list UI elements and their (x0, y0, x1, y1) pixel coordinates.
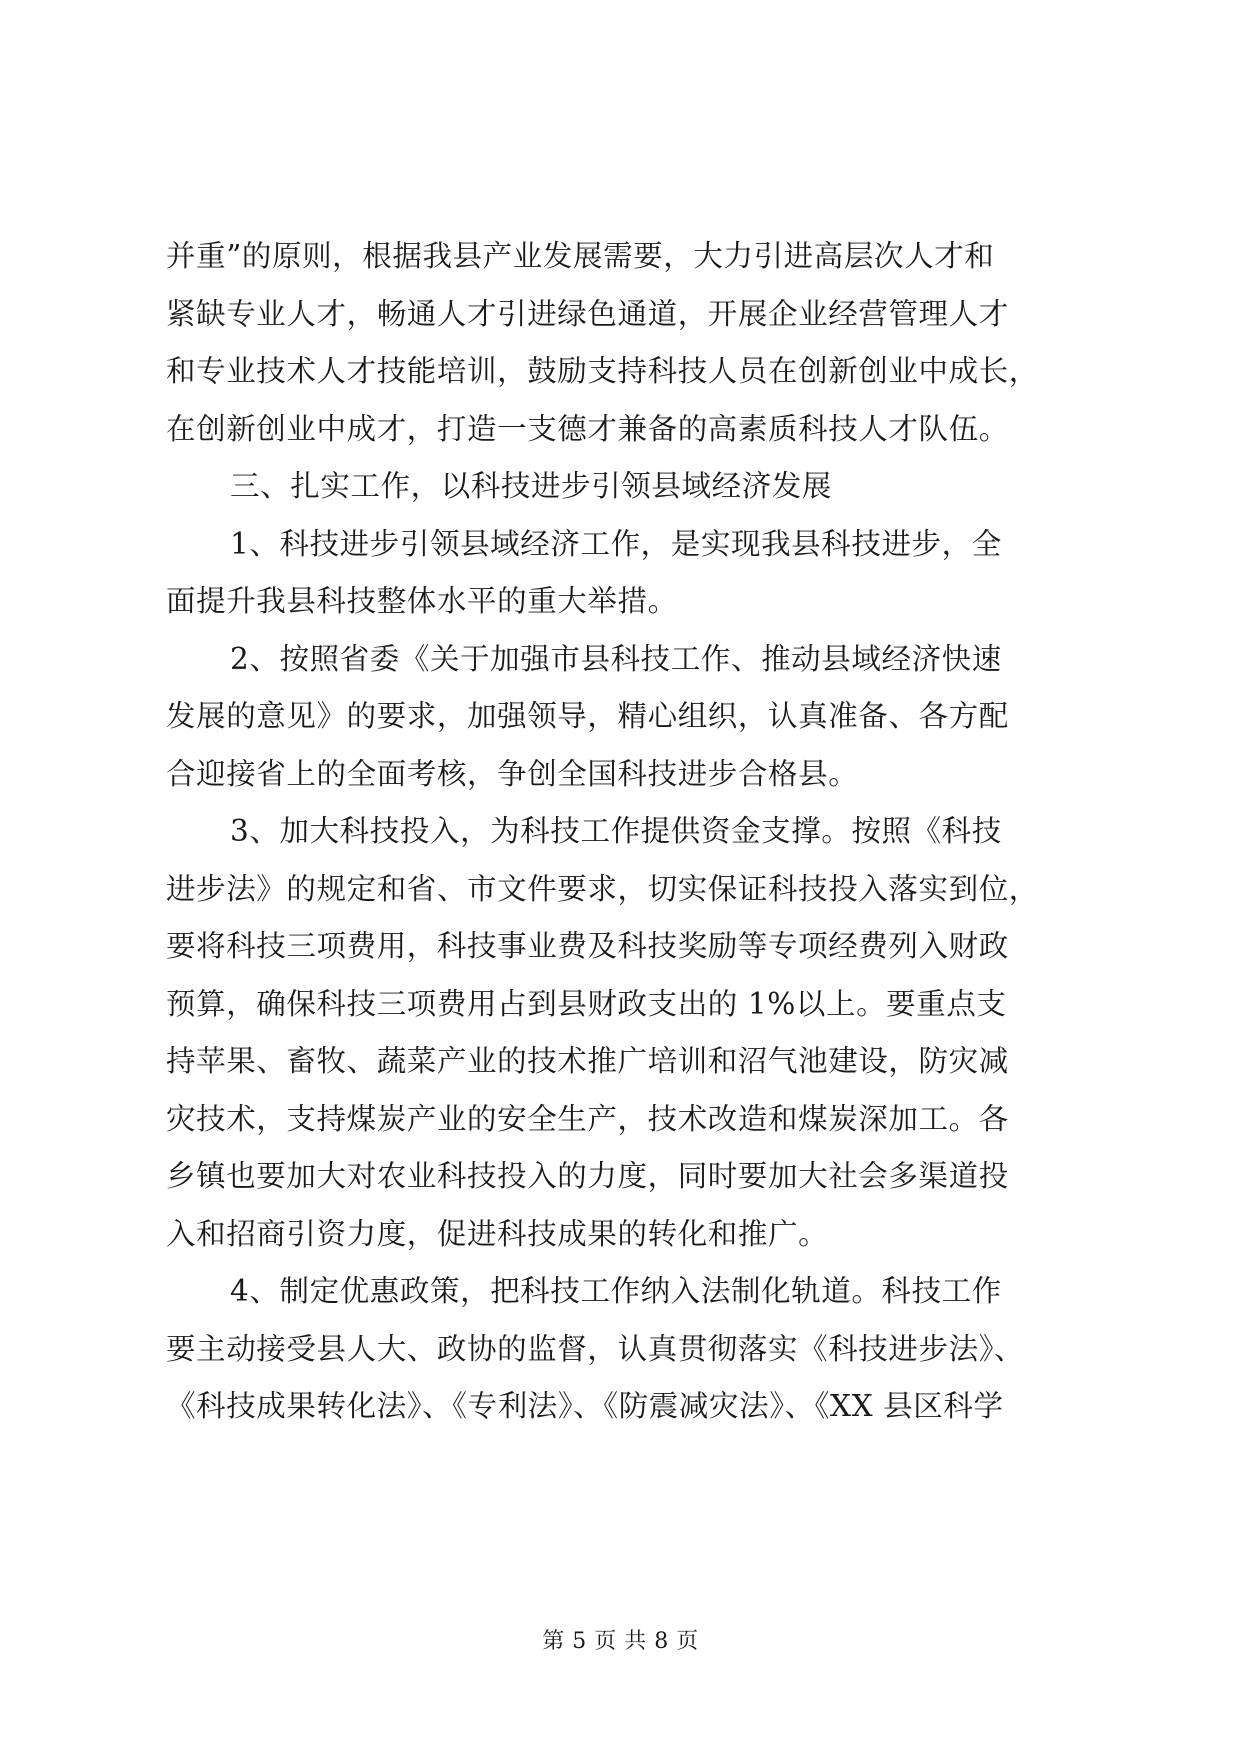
text-line: 4、制定优惠政策，把科技工作纳入法制化轨道。科技工作 (230, 1274, 1002, 1308)
text-line: 要主动接受县人大、政协的监督，认真贯彻落实《科技进步法》、 (166, 1331, 1025, 1366)
text-line: 合迎接省上的全面考核，争创全国科技进步合格县。 (166, 756, 859, 791)
section-heading: 三、扎实工作，以科技进步引领县域经济发展 (230, 469, 833, 503)
text-line: 《科技成果转化法》、《专利法》、《防震减灾法》、《XX 县区科学 (166, 1389, 1004, 1423)
document-body (166, 228, 1126, 1436)
text-line: 和专业技术人才技能培训，鼓励支持科技人员在创新创业中成长， (166, 354, 1039, 388)
text-line: 并重”的原则，根据我县产业发展需要，大力引进高层次人才和 (166, 239, 995, 273)
text-line: 要将科技三项费用，科技事业费及科技奖励等专项经费列入财政 (166, 929, 1009, 963)
text-line: 进步法》的规定和省、市文件要求，切实保证科技投入落实到位， (166, 871, 1039, 906)
text-line: 1、科技进步引领县域经济工作，是实现我县科技进步，全 (230, 526, 1002, 561)
text-line: 紧缺专业人才，畅通人才引进绿色通道，开展企业经营管理人才 (166, 296, 1009, 331)
text-line: 入和招商引资力度，促进科技成果的转化和推广。 (166, 1216, 829, 1251)
text-line: 乡镇也要加大对农业科技投入的力度，同时要加大社会多渠道投 (166, 1159, 1009, 1193)
text-line: 持苹果、畜牧、蔬菜产业的技术推广培训和沼气池建设，防灾减 (166, 1044, 1009, 1078)
text-line: 发展的意见》的要求，加强领导，精心组织，认真准备、各方配 (166, 699, 1009, 733)
text-line: 2、按照省委《关于加强市县科技工作、推动县域经济快速 (230, 641, 1002, 676)
page-number-footer: 第 5 页 共 8 页 (542, 1629, 699, 1654)
text-line: 3、加大科技投入，为科技工作提供资金支撑。按照《科技 (230, 814, 1002, 848)
text-line: 面提升我县科技整体水平的重大举措。 (166, 584, 678, 618)
text-line: 在创新创业中成才，打造一支德才兼备的高素质科技人才队伍。 (166, 411, 1009, 446)
text-line: 预算，确保科技三项费用占到县财政支出的 1%以上。要重点支 (166, 986, 1007, 1021)
text-line: 灾技术，支持煤炭产业的安全生产，技术改造和煤炭深加工。各 (166, 1101, 1009, 1136)
